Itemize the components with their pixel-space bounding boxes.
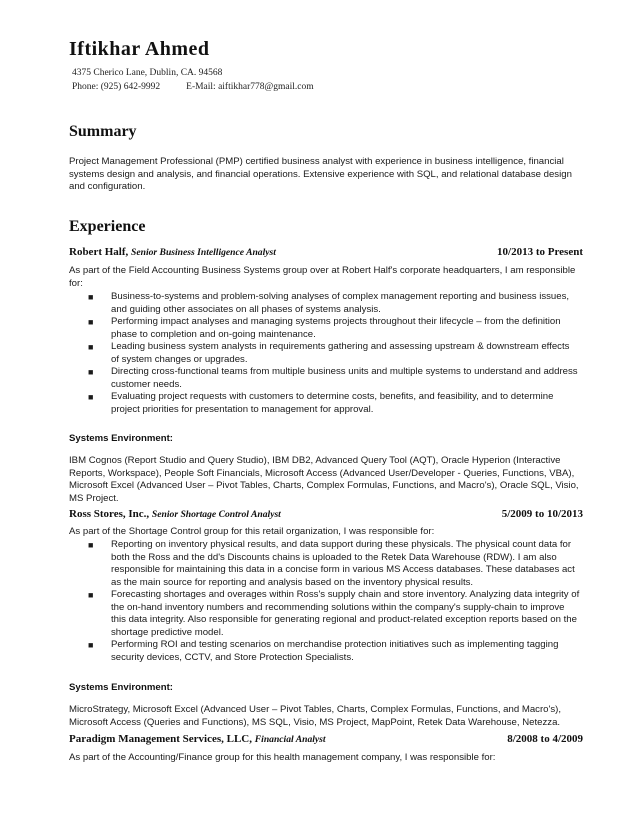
list-item: ■ Forecasting shortages and overages within Ross's supply chain and store inventory. Analyzing data integrity of the on-hand inventory numbers and recommending solutions within the company's supply-chain to improve this data integrity. Also responsible for generating regional and product-related exception reports based on the shortage predictive model.: [88, 589, 580, 638]
bullet-icon: ■: [88, 367, 94, 377]
systems-environment-heading: Systems Environment:: [69, 433, 173, 444]
list-item: ■ Directing cross-functional teams from multiple business units and multiple systems to understand and address customer needs.: [88, 366, 578, 390]
job-intro: As part of the Shortage Control group for this retail organization, I was responsible for:: [69, 526, 435, 537]
bullet-icon: ■: [88, 590, 94, 600]
list-item: ■ Evaluating project requests with customers to determine costs, benefits, and feasibility, and to determine project priorities for presentation to management for approval.: [88, 391, 554, 415]
job-dates: 8/2008 to 4/2009: [507, 733, 583, 745]
job-header: [69, 733, 583, 745]
systems-environment-text: MicroStrategy, Microsoft Excel (Advanced User – Pivot Tables, Charts, Complex Formulas, Functions, and Macro's), Microsoft Access (Queries and Functions), MS SQL, Visio, MS Project, MapPoint, Retek Data Warehouse, Netezza.: [69, 704, 561, 728]
bullet-icon: ■: [88, 292, 94, 302]
systems-environment-text: IBM Cognos (Report Studio and Query Studio), IBM DB2, Advanced Query Tool (AQT), Oracle Hyperion (Interactive Reports, Workspace), People Soft Financials, Microsoft Access (Advanced User/Developer - Queries, Functions, VBA), Microsoft Excel (Advanced User – Pivot Tables, Charts, Complex Formulas, Functions, and Macro's), Oracle SQL, Visio, MS Project.: [69, 455, 579, 504]
job-title: Senior Shortage Control Analyst: [151, 509, 281, 520]
bullet-icon: ■: [88, 640, 94, 650]
job-header: [69, 508, 583, 520]
list-item: ■ Performing ROI and testing scenarios on merchandise protection initiatives such as implementing tagging security devices, CCTV, and Store Protection Specialists.: [88, 639, 559, 663]
job-header: [69, 246, 583, 258]
job-bullets: [88, 291, 580, 416]
systems-environment-heading: Systems Environment:: [69, 682, 173, 693]
job-intro: As part of the Field Accounting Business Systems group over at Robert Half's corporate headquarters, I am responsible for:: [69, 265, 576, 289]
company-name: Paradigm Management Services, LLC,: [69, 733, 252, 745]
bullet-icon: ■: [88, 317, 94, 327]
company-name: Ross Stores, Inc.,: [69, 508, 150, 520]
bullet-icon: ■: [88, 540, 94, 550]
contact-line: [72, 82, 314, 92]
bullet-icon: ■: [88, 342, 94, 352]
job-dates: 10/2013 to Present: [497, 246, 583, 258]
job-intro: As part of the Accounting/Finance group for this health management company, I was responsible for:: [69, 752, 496, 763]
job-title: Senior Business Intelligence Analyst: [131, 247, 276, 258]
bullet-icon: ■: [88, 392, 94, 402]
list-item: ■ Reporting on inventory physical results, and data support during these physicals. The physical count data for both the Ross and the dd's Discounts chains is uploaded to the Retek Data Warehouse (RDW). I am also responsible for maintaining this data in a concise form in various MS Access databases. These databases act as the main source for reporting and analysis based on the inventory physical results.: [88, 539, 575, 588]
list-item: ■ Leading business system analysts in requirements gathering and assessing upstream & downstream effects of system changes or upgrades.: [88, 341, 570, 365]
candidate-name: Iftikhar Ahmed: [69, 38, 210, 60]
phone: Phone: (925) 642-9992: [72, 82, 161, 92]
summary-text: Project Management Professional (PMP) certified business analyst with experience in business intelligence, financial systems design and analysis, and financial operations. Extensive experience with SQL, and relational database design and configuration.: [69, 156, 572, 193]
list-item: ■ Performing impact analyses and managing systems projects throughout their lifecycle – from the definition phase to completion and on-going maintenance.: [88, 316, 561, 340]
email: E-Mail: aiftikhar778@gmail.com: [186, 82, 314, 92]
experience-heading: Experience: [69, 218, 146, 235]
company-name: Robert Half,: [69, 246, 129, 258]
job-bullets: [88, 539, 580, 664]
summary-heading: Summary: [69, 123, 137, 140]
job-title: Financial Analyst: [254, 734, 326, 745]
list-item: ■ Business-to-systems and problem-solving analyses of complex management reporting and business issues, and guiding other associates on all phases of systems analysis.: [88, 291, 570, 315]
job-dates: 5/2009 to 10/2013: [501, 508, 583, 520]
address: 4375 Cherico Lane, Dublin, CA. 94568: [72, 68, 223, 78]
